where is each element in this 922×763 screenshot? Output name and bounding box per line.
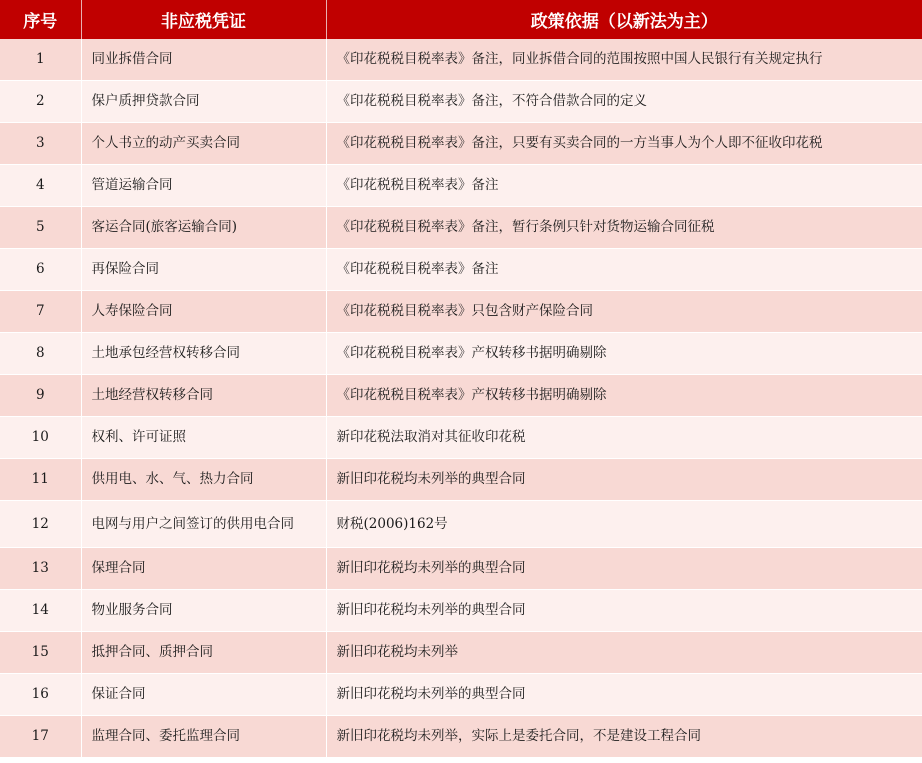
row-voucher: 个人书立的动产买卖合同 <box>81 123 326 165</box>
table-row <box>0 716 922 758</box>
row-basis: 《印花税税目税率表》备注，同业拆借合同的范围按照中国人民银行有关规定执行 <box>326 39 922 81</box>
row-voucher: 保证合同 <box>81 674 326 716</box>
table-row <box>0 207 922 249</box>
row-basis: 财税(2006)162号 <box>326 501 922 548</box>
row-seq: 16 <box>0 674 81 716</box>
table-row <box>0 375 922 417</box>
row-voucher: 人寿保险合同 <box>81 291 326 333</box>
row-seq: 11 <box>0 459 81 501</box>
row-basis: 《印花税税目税率表》只包含财产保险合同 <box>326 291 922 333</box>
table-row <box>0 123 922 165</box>
table-row <box>0 249 922 291</box>
row-voucher: 物业服务合同 <box>81 590 326 632</box>
row-seq: 9 <box>0 375 81 417</box>
row-basis: 新旧印花税均未列举的典型合同 <box>326 548 922 590</box>
row-voucher: 客运合同(旅客运输合同) <box>81 207 326 249</box>
row-voucher: 管道运输合同 <box>81 165 326 207</box>
table-row <box>0 501 922 548</box>
row-voucher: 抵押合同、质押合同 <box>81 632 326 674</box>
row-seq: 5 <box>0 207 81 249</box>
row-basis: 新旧印花税均未列举，实际上是委托合同，不是建设工程合同 <box>326 716 922 758</box>
row-seq: 10 <box>0 417 81 459</box>
row-basis: 《印花税税目税率表》备注，不符合借款合同的定义 <box>326 81 922 123</box>
header-basis: 政策依据（以新法为主） <box>326 0 922 39</box>
row-seq: 13 <box>0 548 81 590</box>
row-seq: 2 <box>0 81 81 123</box>
row-basis: 《印花税税目税率表》产权转移书据明确剔除 <box>326 333 922 375</box>
row-basis: 《印花税税目税率表》产权转移书据明确剔除 <box>326 375 922 417</box>
table-row <box>0 39 922 81</box>
row-seq: 1 <box>0 39 81 81</box>
row-voucher: 再保险合同 <box>81 249 326 291</box>
row-basis: 《印花税税目税率表》备注 <box>326 165 922 207</box>
header-voucher: 非应税凭证 <box>81 0 326 39</box>
row-basis: 《印花税税目税率表》备注，暂行条例只针对货物运输合同征税 <box>326 207 922 249</box>
table-body <box>0 39 922 758</box>
row-seq: 3 <box>0 123 81 165</box>
row-basis: 新印花税法取消对其征收印花税 <box>326 417 922 459</box>
table-row <box>0 632 922 674</box>
table-row <box>0 674 922 716</box>
table-row <box>0 417 922 459</box>
row-voucher: 保理合同 <box>81 548 326 590</box>
row-voucher: 电网与用户之间签订的供用电合同 <box>81 501 326 548</box>
row-seq: 15 <box>0 632 81 674</box>
row-basis: 《印花税税目税率表》备注，只要有买卖合同的一方当事人为个人即不征收印花税 <box>326 123 922 165</box>
table-header <box>0 0 922 39</box>
row-voucher: 同业拆借合同 <box>81 39 326 81</box>
row-seq: 12 <box>0 501 81 548</box>
row-basis: 《印花税税目税率表》备注 <box>326 249 922 291</box>
row-seq: 6 <box>0 249 81 291</box>
row-voucher: 供用电、水、气、热力合同 <box>81 459 326 501</box>
header-row <box>0 0 922 39</box>
table-row <box>0 291 922 333</box>
row-voucher: 土地承包经营权转移合同 <box>81 333 326 375</box>
table-row <box>0 590 922 632</box>
row-basis: 新旧印花税均未列举的典型合同 <box>326 674 922 716</box>
row-voucher: 权利、许可证照 <box>81 417 326 459</box>
row-seq: 4 <box>0 165 81 207</box>
row-seq: 17 <box>0 716 81 758</box>
header-seq: 序号 <box>0 0 81 39</box>
row-voucher: 保户质押贷款合同 <box>81 81 326 123</box>
row-seq: 7 <box>0 291 81 333</box>
table-row <box>0 165 922 207</box>
table-row <box>0 548 922 590</box>
table-row <box>0 459 922 501</box>
row-seq: 8 <box>0 333 81 375</box>
row-basis: 新旧印花税均未列举 <box>326 632 922 674</box>
row-basis: 新旧印花税均未列举的典型合同 <box>326 590 922 632</box>
row-seq: 14 <box>0 590 81 632</box>
row-basis: 新旧印花税均未列举的典型合同 <box>326 459 922 501</box>
table-row <box>0 81 922 123</box>
table-row <box>0 333 922 375</box>
row-voucher: 土地经营权转移合同 <box>81 375 326 417</box>
row-voucher: 监理合同、委托监理合同 <box>81 716 326 758</box>
